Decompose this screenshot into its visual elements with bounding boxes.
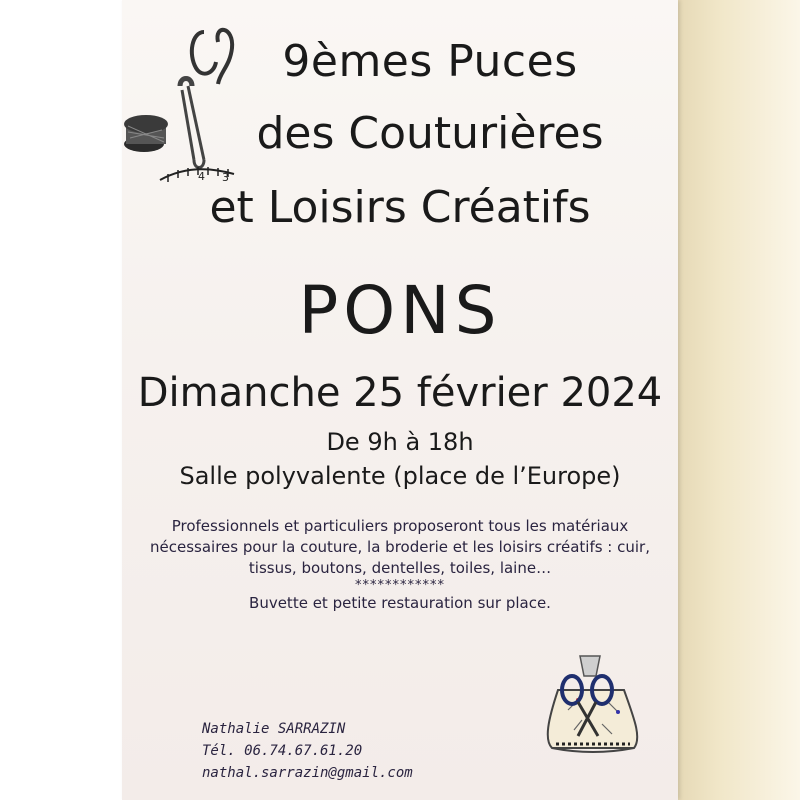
poster-title-line-2: des Couturières	[256, 108, 604, 159]
event-date: Dimanche 25 février 2024	[137, 370, 663, 416]
event-description	[142, 516, 658, 614]
contact-block	[202, 718, 413, 784]
left-background	[0, 0, 122, 800]
description-line: Professionnels et particuliers proposeront tous les matériaux	[171, 517, 629, 535]
tape-number: 3	[222, 171, 229, 184]
event-hours: De 9h à 18h	[326, 428, 474, 456]
contact-email: nathal.sarrazin@gmail.com	[202, 765, 413, 781]
separator: ************	[355, 578, 445, 593]
right-background	[678, 0, 800, 800]
contact-phone: Tél. 06.74.67.61.20	[202, 743, 363, 759]
city-name: PONS	[298, 272, 502, 349]
poster-title-line-1: 9èmes Puces	[282, 36, 578, 87]
description-line: tissus, boutons, dentelles, toiles, laine…	[248, 559, 552, 577]
event-venue: Salle polyvalente (place de l’Europe)	[179, 462, 621, 490]
poster-title-line-3: et Loisirs Créatifs	[209, 182, 591, 233]
description-line: nécessaires pour la couture, la broderie et les loisirs créatifs : cuir,	[150, 538, 650, 556]
poster	[122, 0, 678, 800]
scissors-pincushion-icon	[538, 640, 648, 760]
contact-name: Nathalie SARRAZIN	[202, 721, 346, 737]
tape-number: 4	[198, 170, 205, 183]
refreshments-note: Buvette et petite restauration sur place.	[249, 594, 551, 612]
